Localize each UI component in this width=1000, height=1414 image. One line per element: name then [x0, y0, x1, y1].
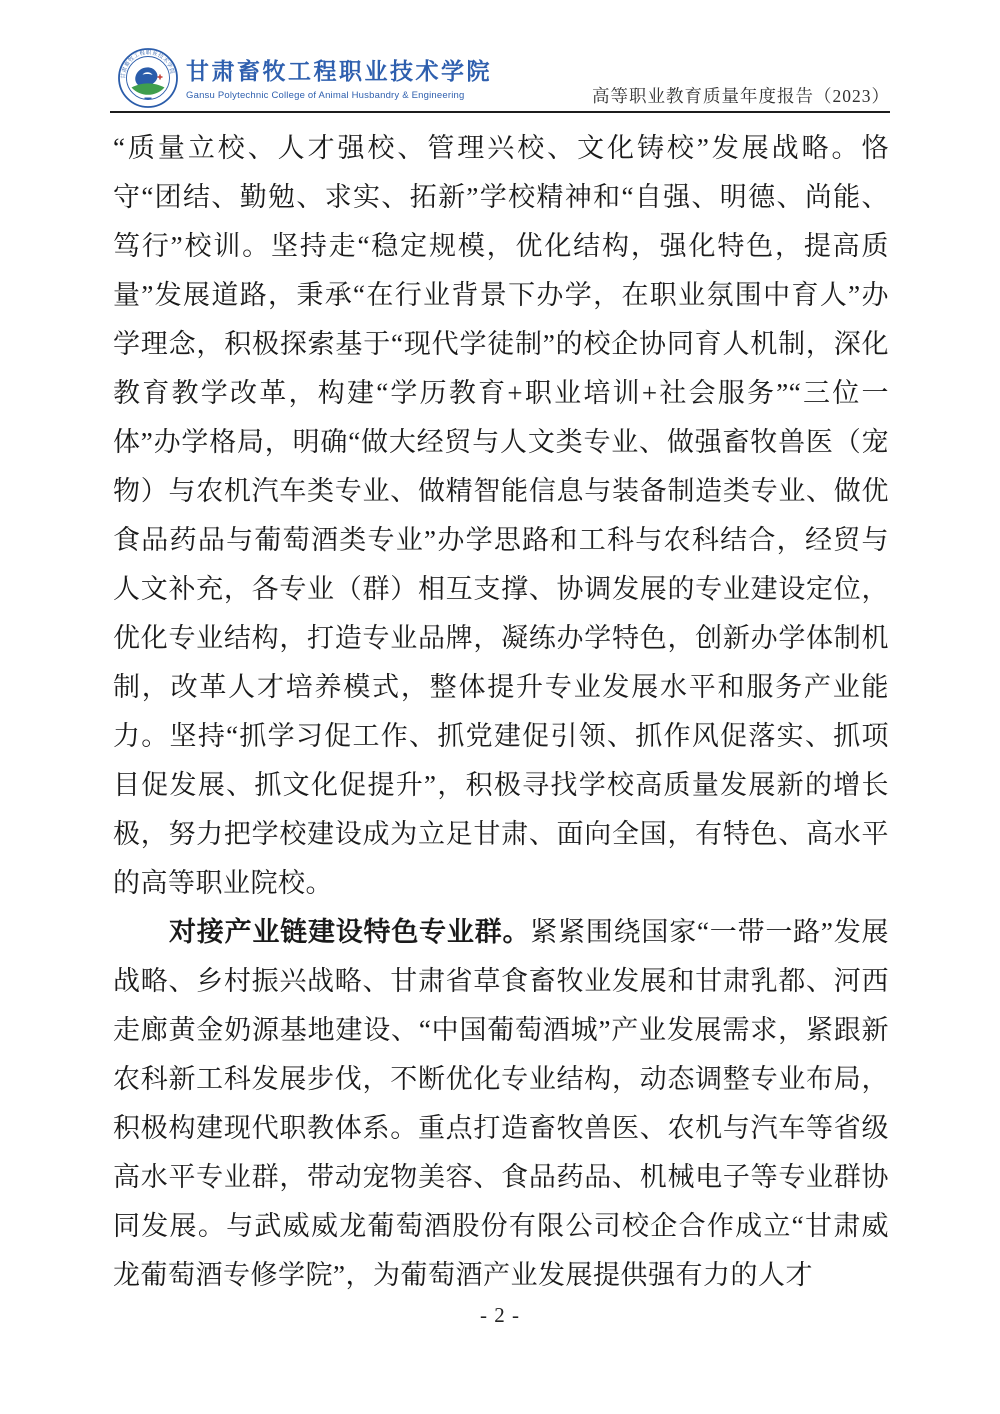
report-title: 高等职业教育质量年度报告（2023） — [592, 86, 890, 106]
page-header — [112, 46, 890, 111]
college-name-en: Gansu Polytechnic College of Animal Husbandry & Engineering — [186, 90, 465, 101]
college-seal-icon — [117, 47, 179, 109]
paragraph-text: 紧紧围绕国家“一带一路”发展战略、乡村振兴战略、甘肃省草食畜牧业发展和甘肃乳都、河西走廊黄金奶源基地建设、“中国葡萄酒城”产业发展需求，紧跟新农科新工科发展步伐，不断优化专业结构，动态调整专业布局，积极构建现代职教体系。重点打造畜牧兽医、农机与汽车等省级高水平专业群，带动宠物美容、食品药品、机械电子等专业群协同发展。与武威威龙葡萄酒股份有限公司校企合作成立“甘肃威龙葡萄酒专修学院”，为葡萄酒产业发展提供强有力的人才 — [113, 917, 889, 1290]
paragraph-lead-bold: 对接产业链建设特色专业群。 — [169, 917, 531, 947]
paragraph-special-groups — [113, 908, 889, 1300]
paragraph-text: “质量立校、人才强校、管理兴校、文化铸校”发展战略。恪守“团结、勤勉、求实、拓新”学校精神和“自强、明德、尚能、笃行”校训。坚持走“稳定规模，优化结构，强化特色，提高质量”发展道路，秉承“在行业背景下办学，在职业氛围中育人”办学理念，积极探索基于“现代学徒制”的校企协同育人机制，深化教育教学改革，构建“学历教育+职业培训+社会服务”“三位一体”办学格局，明确“做大经贸与人文类专业、做强畜牧兽医（宠物）与农机汽车类专业、做精智能信息与装备制造类专业、做优食品药品与葡萄酒类专业”办学思路和工科与农科结合，经贸与人文补充，各专业（群）相互支撑、协调发展的专业建设定位，优化专业结构，打造专业品牌，凝练办学特色，创新办学体制机制，改革人才培养模式，整体提升专业发展水平和服务产业能力。坚持“抓学习促工作、抓党建促引领、抓作风促落实、抓项目促发展、抓文化促提升”，积极寻找学校高质量发展新的增长极，努力把学校建设成为立足甘肃、面向全国，有特色、高水平的高等职业院校。 — [113, 133, 889, 898]
seal-ring-text: 甘肃畜牧工程职业技术学院 — [120, 50, 175, 79]
document-body — [113, 124, 889, 1300]
page-number: - 2 - — [480, 1303, 520, 1327]
page-footer — [0, 1303, 1000, 1328]
college-name-zh: 甘肃畜牧工程职业技术学院 — [186, 59, 492, 84]
seal-bottom-mark — [145, 98, 152, 100]
paragraph-continuation — [113, 124, 889, 908]
college-name-block — [186, 53, 492, 101]
header-rule — [110, 111, 890, 113]
college-logo-icon — [117, 47, 179, 109]
